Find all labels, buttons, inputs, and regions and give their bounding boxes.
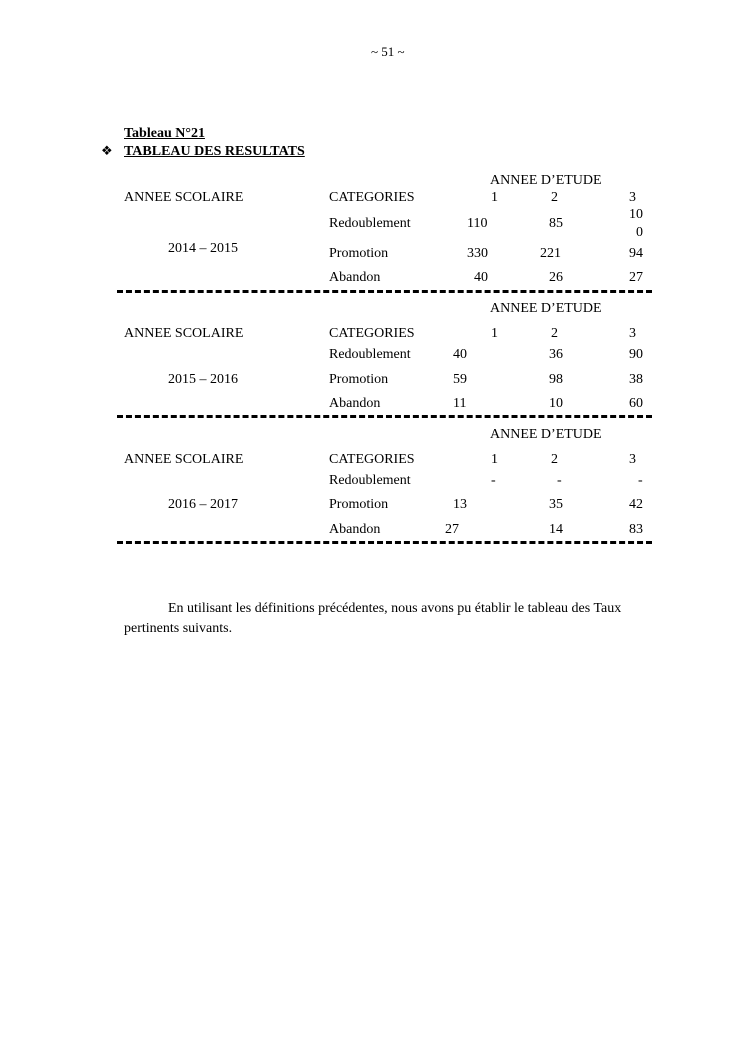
cell-value: -	[557, 473, 562, 488]
cell-value: -	[491, 473, 496, 488]
body-paragraph-line: pertinents suivants.	[124, 621, 233, 636]
category-label: Redoublement	[329, 347, 411, 362]
bullet-icon: ❖	[101, 144, 113, 159]
dashed-separator	[117, 290, 652, 293]
cell-value: 59	[453, 372, 467, 387]
page-number: ~ 51 ~	[371, 44, 405, 59]
category-label: Abandon	[329, 270, 381, 285]
annee-etude-header: ANNEE D’ETUDE	[490, 301, 602, 316]
cell-value: 90	[629, 347, 643, 362]
col-2-header: 2	[551, 452, 558, 467]
annee-scolaire-header: ANNEE SCOLAIRE	[124, 190, 244, 205]
table-title: TABLEAU DES RESULTATS	[124, 144, 305, 159]
cell-value: 10	[629, 207, 643, 222]
annee-scolaire-header: ANNEE SCOLAIRE	[124, 326, 244, 341]
categories-header: CATEGORIES	[329, 452, 415, 467]
dashed-separator	[117, 541, 652, 544]
cell-value: 10	[549, 396, 563, 411]
cell-value: 221	[540, 246, 561, 261]
cell-value: 40	[453, 347, 467, 362]
col-3-header: 3	[629, 452, 636, 467]
cell-value: 11	[453, 396, 467, 411]
cell-value: 14	[549, 522, 563, 537]
category-label: Redoublement	[329, 473, 411, 488]
col-1-header: 1	[491, 452, 498, 467]
col-2-header: 2	[551, 190, 558, 205]
category-label: Promotion	[329, 246, 389, 261]
cell-value: 85	[549, 216, 563, 231]
cell-value: -	[638, 473, 643, 488]
dashed-separator	[117, 415, 652, 418]
cell-value: 98	[549, 372, 563, 387]
annee-etude-header: ANNEE D’ETUDE	[490, 173, 602, 188]
categories-header: CATEGORIES	[329, 190, 415, 205]
cell-value: 0	[636, 225, 643, 240]
cell-value: 26	[549, 270, 563, 285]
cell-value: 27	[445, 522, 459, 537]
cell-value: 13	[453, 497, 467, 512]
cell-value: 35	[549, 497, 563, 512]
category-label: Promotion	[329, 372, 389, 387]
col-2-header: 2	[551, 326, 558, 341]
col-3-header: 3	[629, 190, 636, 205]
col-3-header: 3	[629, 326, 636, 341]
cell-value: 94	[629, 246, 643, 261]
cell-value: 38	[629, 372, 643, 387]
body-paragraph-line: En utilisant les définitions précédentes, nous avons pu établir le tableau des Taux	[168, 601, 622, 616]
school-year: 2014 – 2015	[168, 241, 238, 256]
cell-value: 42	[629, 497, 643, 512]
cell-value: 36	[549, 347, 563, 362]
school-year: 2015 – 2016	[168, 372, 238, 387]
table-number: Tableau N°21	[124, 126, 205, 141]
cell-value: 60	[629, 396, 643, 411]
annee-etude-header: ANNEE D’ETUDE	[490, 427, 602, 442]
annee-scolaire-header: ANNEE SCOLAIRE	[124, 452, 244, 467]
cell-value: 27	[629, 270, 643, 285]
cell-value: 83	[629, 522, 643, 537]
category-label: Abandon	[329, 396, 381, 411]
cell-value: 110	[467, 216, 488, 231]
category-label: Promotion	[329, 497, 389, 512]
category-label: Abandon	[329, 522, 381, 537]
categories-header: CATEGORIES	[329, 326, 415, 341]
col-1-header: 1	[491, 326, 498, 341]
school-year: 2016 – 2017	[168, 497, 238, 512]
col-1-header: 1	[491, 190, 498, 205]
cell-value: 40	[474, 270, 488, 285]
category-label: Redoublement	[329, 216, 411, 231]
cell-value: 330	[467, 246, 488, 261]
